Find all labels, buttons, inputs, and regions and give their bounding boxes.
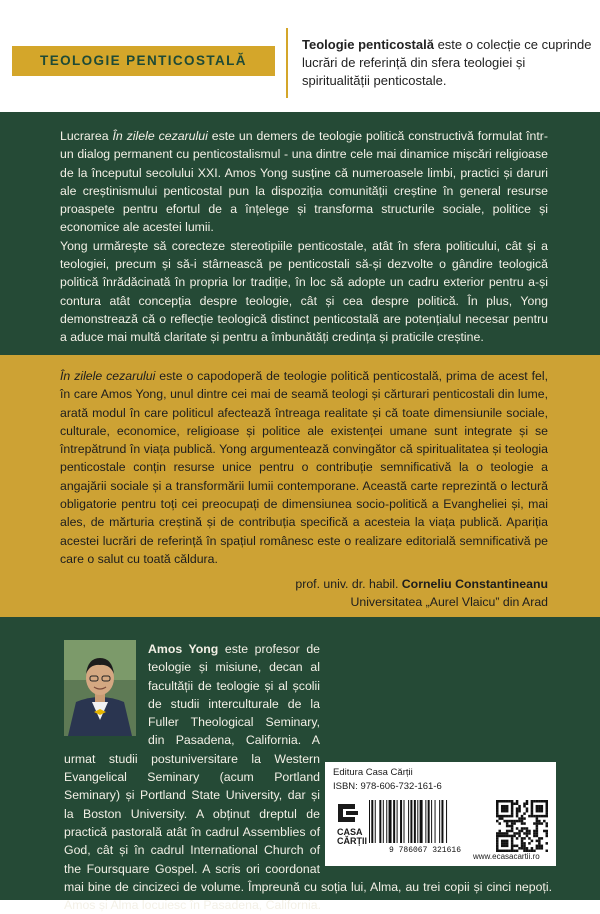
series-header [0,0,600,112]
barcode-digits: 9 786067 321616 [388,846,462,854]
logo-text-line-2: CĂRȚII [337,836,367,846]
review-paragraph [60,367,548,568]
series-desc-text: este o colecție ce cuprinde lucrări de referință din sfera teologiei și spiritualității penticostale. [302,37,592,88]
barcode [365,800,485,854]
signature-affiliation: Universitatea „Aurel Vlaicu” din Arad [350,595,548,610]
series-description [302,36,592,90]
isbn-number: ISBN: 978-606-732-161-6 [333,781,442,792]
author-name: Amos Yong [148,642,219,656]
review-book-title: În zilele cezarului [60,369,156,383]
series-desc-bold: Teologie penticostală [302,37,434,52]
intro-book-title: În zilele cezarului [112,129,208,143]
intro-text [60,127,548,347]
signature-title: prof. univ. dr. habil. [295,577,402,591]
publisher-name: Editura Casa Cărții [333,767,413,778]
signature-name: Corneliu Constantineanu [401,577,548,591]
intro-p1-rest: este un demers de teologie politică constructivă formulat într-un dialog permanent cu penticostalismul - una dintre cele mai dinamice mișcări religioase de la începutul secolului XXI. Amos Yong susține că numeroasele limbi, practici și daruri ale creștinismului penticostal pun la dispoziția comunității creștine în general resurse proaspete pentru efortul de a înțelege și transforma structurile sociale, politice și economice ale acestei lumii. [60,129,548,235]
intro-paragraph-2: Yong urmărește să corecteze stereotipiile penticostale, atât în sfera politicului, cât și a teologiei, precum și să-i stârnească pe penticostali să-și dezvolte o gândire teologică politică înrădăcinată în propria lor tradiție, în loc să adopte un cadru exterior pentru a-și contura atât concepția despre teologie, cât și cea despre politică. În plus, Yong demonstrează că o reflecție teologică distinct penticostală are potențialul necesar pentru a aduce mai multă claritate și pentru a îmbunătăți credința și praticile creștine. [60,238,548,345]
intro-p1-start: Lucrarea [60,129,113,143]
review-signature [295,575,548,612]
qr-code [496,800,548,852]
series-title-badge: TEOLOGIE PENTICOSTALĂ [12,46,275,76]
review-text [60,367,548,568]
publisher-logo-icon [335,800,361,826]
logo-text-line-1: CASA [337,827,363,837]
signature-line [295,575,548,593]
isbn-barcode-box [325,762,556,866]
review-body: este o capodoperă de teologie politică penticostală, prima de acest fel, în care Amos Yong, unul dintre cei mai de seamă teologi și cărturari penticostali din lume, arată modul în care politicul afectează întreaga realitate și că toate dimensiunile sociale, culturale, economice, religioase și politice ale existenței umane sunt integrate și se întrepătrund în viața publică. Yong argumentează convingător că spiritualitatea și teologia penticostale conțin resurse unice pentru o contribuție semnificativă la o teologie a angajării sociale și a transformării lumii contemporane. Această carte reprezintă o lectură obligatorie pentru toți cei preocupați de dimensiunea socio-politică a Evangheliei și, mai ales, de mărturia creștină și de contribuția specifică a acesteia la viața publică. Apariția acestei lucrări de referință în spațiul românesc este o realizare editorială semnificativă pe care o salut cu toată căldura. [60,369,549,566]
publisher-logo-text [337,828,367,846]
publisher-url: www.ecasacartii.ro [473,852,540,861]
intro-paragraph-1 [60,127,548,237]
header-divider [286,28,288,98]
author-bio-text: este profesor de teologie și misiune, decan al facultății de teologie și al școlii de studii interculturale de la Fuller Theological Seminary, din Pasadena, California. A urmat studii postuniversitare la Western Evangelical Seminary (acum Portland Seminary) și Portland State University, dar și la Boston University. A obținut dreptul de practică pastorală atât în cadrul Assemblies of God, cât și în cadrul International Church of the Foursquare Gospel. A scris ori coordonat mai bine de cincizeci de volume. Împreună cu soția lui, Alma, au trei copii și cinci nepoți. Amos și Alma locuiesc în Pasadena, California. [64,642,552,913]
